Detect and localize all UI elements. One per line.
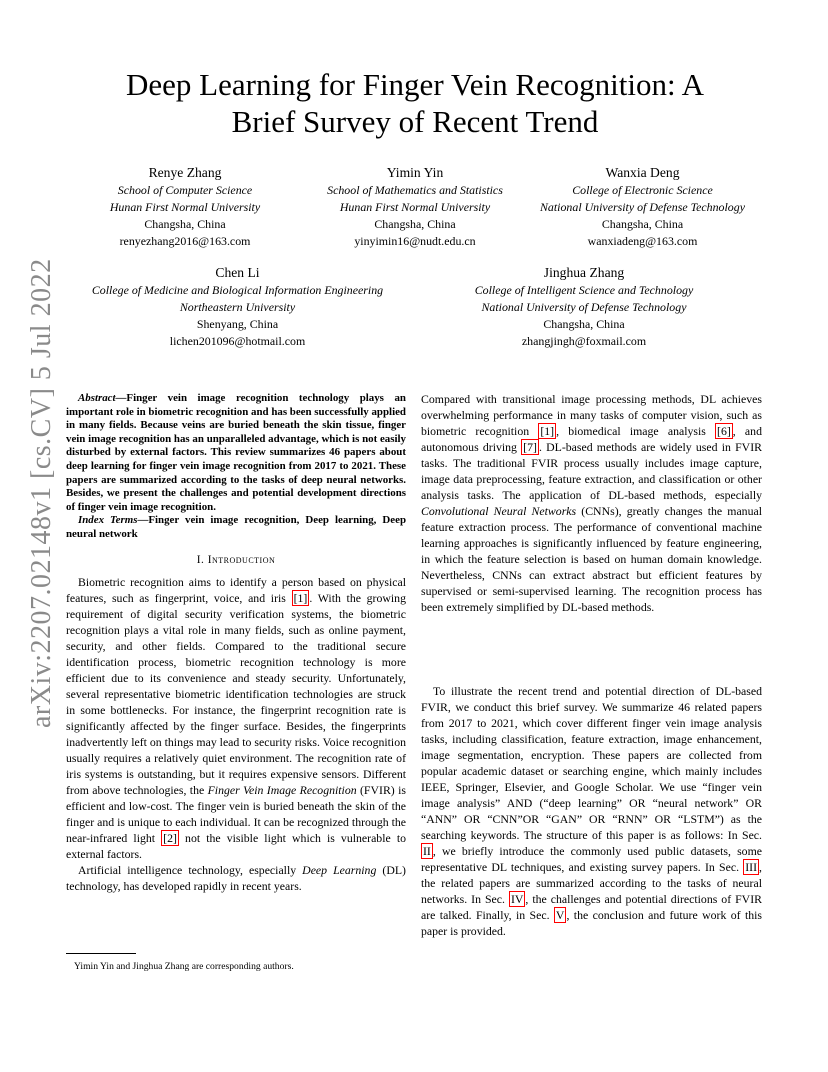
author-email: wanxiadeng@163.com [587, 234, 698, 248]
section-link[interactable]: IV [510, 892, 524, 906]
right-paragraph-2: To illustrate the recent trend and potential direction of DL-based FVIR, we conduct this brief survey. We summarize 46 related papers from 2017 to 2021, which cover different finger vein image analysis tasks, including classification, feature extraction, image enhancement, image segmentation, encryption. These papers are collected from popular academic dataset or searching engine, which mainly includes IEEE, Springer, Elsevier, and Google Scholar. We use “finger vein image analysis” AND (“deep learning” OR “neural network” OR “ANN” OR “CNN”OR “GAN” OR “RNN” OR “LSTM”) as the searching keywords. The structure of this paper is as follows: In Sec. II , we briefly introduce the commonly used public datasets, some representative DL techniques, and existing survey papers. In Sec. III , the related papers are summarized according to the tasks of neural networks. In Sec. IV , the challenges and potential directions of FVIR are talked. Finally, in Sec. V , the conclusion and future work of this paper is provided. [421, 684, 763, 938]
arxiv-identifier: arXiv:2207.02148v1 [cs.CV] 5 Jul 2022 [26, 258, 57, 728]
author-email: zhangjingh@foxmail.com [521, 334, 647, 348]
author-location: Changsha, China [374, 217, 456, 231]
abstract [66, 392, 406, 514]
footnote-rule [66, 953, 136, 954]
abstract-label: Abstract [78, 392, 116, 404]
author-location: Changsha, China [144, 217, 226, 231]
author-block [445, 264, 723, 350]
index-terms-text: —Finger vein image recognition, Deep learning, Deep neural network [66, 514, 406, 540]
citation-link[interactable]: [6] [717, 424, 731, 438]
author-org: National University of Defense Technology [481, 300, 687, 314]
author-org: Hunan First Normal University [109, 200, 261, 214]
index-terms [66, 514, 406, 541]
citation-link[interactable]: [1] [540, 424, 555, 438]
author-block [60, 264, 415, 350]
left-column [66, 392, 406, 894]
author-org: Northeastern University [179, 300, 296, 314]
title-line-1: Deep Learning for Finger Vein Recognition: A [126, 67, 704, 102]
author-block [515, 164, 770, 250]
author-name: Chen Li [215, 265, 260, 280]
author-block [280, 164, 550, 250]
author-dept: College of Electronic Science [572, 183, 713, 197]
citation-link[interactable]: [2] [163, 830, 177, 845]
author-dept: School of Computer Science [117, 183, 253, 197]
author-email: renyezhang2016@163.com [119, 234, 251, 248]
section-heading: I. Introduction [196, 553, 276, 566]
intro-paragraph-1: Biometric recognition aims to identify a person based on physical features, such as fingerprint, voice, and iris [1] . With the growing requirement of digital security verification systems, the biometric recognition plays a vital role in many fields, such as online payment, security, and other fields. Compared to the traditional secure identification process, biometric recognition technology is more efficient due to its convenience and steady security. Unfortunately, several representative biometric identification technologies are struck in some bottlenecks. For instance, the fingerprint recognition rate is significantly affected by the finger surface. Besides, the fingerprints inadvertently left on things may lead to security risks. Voice recognition usually requires a relatively quiet environment. The recognition rate of iris systems is outstanding, but it requires expensive sensors. Different from above technologies, the Finger Vein Image Recognition (FVIR) is efficient and low-cost. The finger vein is buried beneath the skin of the finger and is unique to each individual. It can be recognized through the near-infrared light [2] not the visible light which is vulnerable to external factors. [66, 574, 407, 861]
section-link[interactable]: III [745, 860, 758, 874]
author-name: Renye Zhang [148, 165, 222, 180]
right-column-lower [421, 683, 762, 939]
author-name: Wanxia Deng [605, 165, 680, 180]
right-paragraph-1: Compared with transitional image processing methods, DL achieves overwhelming performance in many tasks of computer vision, such as biometric recognition [1] , biomedical image analysis [6] , and autonomous driving [7] . DL-based methods are widely used in FVIR tasks. The traditional FVIR process usually includes image capture, image data preprocessing, feature extraction, and classification or other analysis tasks. The application of DL-based methods, especially Convolutional Neural Networks (CNNs), greatly changes the manual feature extraction process. The performance of conventional machine learning approaches is significantly influenced by feature engineering, in which the feature selection is based on human domain knowledge. Nevertheless, CNNs can extract abstract but efficient features by supervised or semi-supervised learning. The recognition process has been extremely simplified by DL-based methods. [421, 392, 762, 614]
citation-link[interactable]: [7] [523, 440, 537, 454]
index-terms-label: Index Terms [78, 514, 138, 527]
author-name: Jinghua Zhang [543, 265, 625, 280]
author-org: Hunan First Normal University [339, 200, 491, 214]
author-location: Changsha, China [601, 217, 684, 231]
author-dept: College of Medicine and Biological Information Engineering [91, 283, 384, 297]
author-dept: College of Intelligent Science and Technology [474, 283, 694, 297]
author-location: Changsha, China [543, 317, 625, 331]
footnote: Yimin Yin and Jinghua Zhang are corresponding authors. [74, 961, 294, 972]
author-block [60, 164, 310, 250]
section-link[interactable]: V [555, 908, 565, 922]
author-org: National University of Defense Technology [540, 200, 745, 214]
section-link[interactable]: II [423, 844, 431, 858]
author-name: Yimin Yin [386, 165, 444, 180]
intro-paragraph-2: Artificial intelligence technology, especially Deep Learning (DL) technology, has developed rapidly in recent years. [66, 862, 406, 893]
author-dept: School of Mathematics and Statistics [327, 183, 503, 197]
author-location: Shenyang, China [196, 317, 279, 331]
citation-link[interactable]: [1] [293, 590, 308, 605]
paper-title [70, 66, 760, 140]
author-email: lichen201096@hotmail.com [169, 334, 306, 348]
abstract-text: —Finger vein image recognition technology plays an important role in biometric recognition and has been successfully applied in many fields. Because veins are buried beneath the skin tissue, finger vein image recognition has an unparalleled advantage, which is not easily disturbed by external factors. This review summarizes 46 papers about deep learning for finger vein image recognition from 2017 to 2021. These papers are summarized according to the tasks of deep neural networks. Besides, we present the challenges and potential development directions of finger vein image recognition. [66, 392, 406, 513]
author-email: yinyimin16@nudt.edu.cn [354, 234, 476, 248]
title-line-2: Brief Survey of Recent Trend [231, 104, 599, 139]
right-column [421, 391, 762, 615]
